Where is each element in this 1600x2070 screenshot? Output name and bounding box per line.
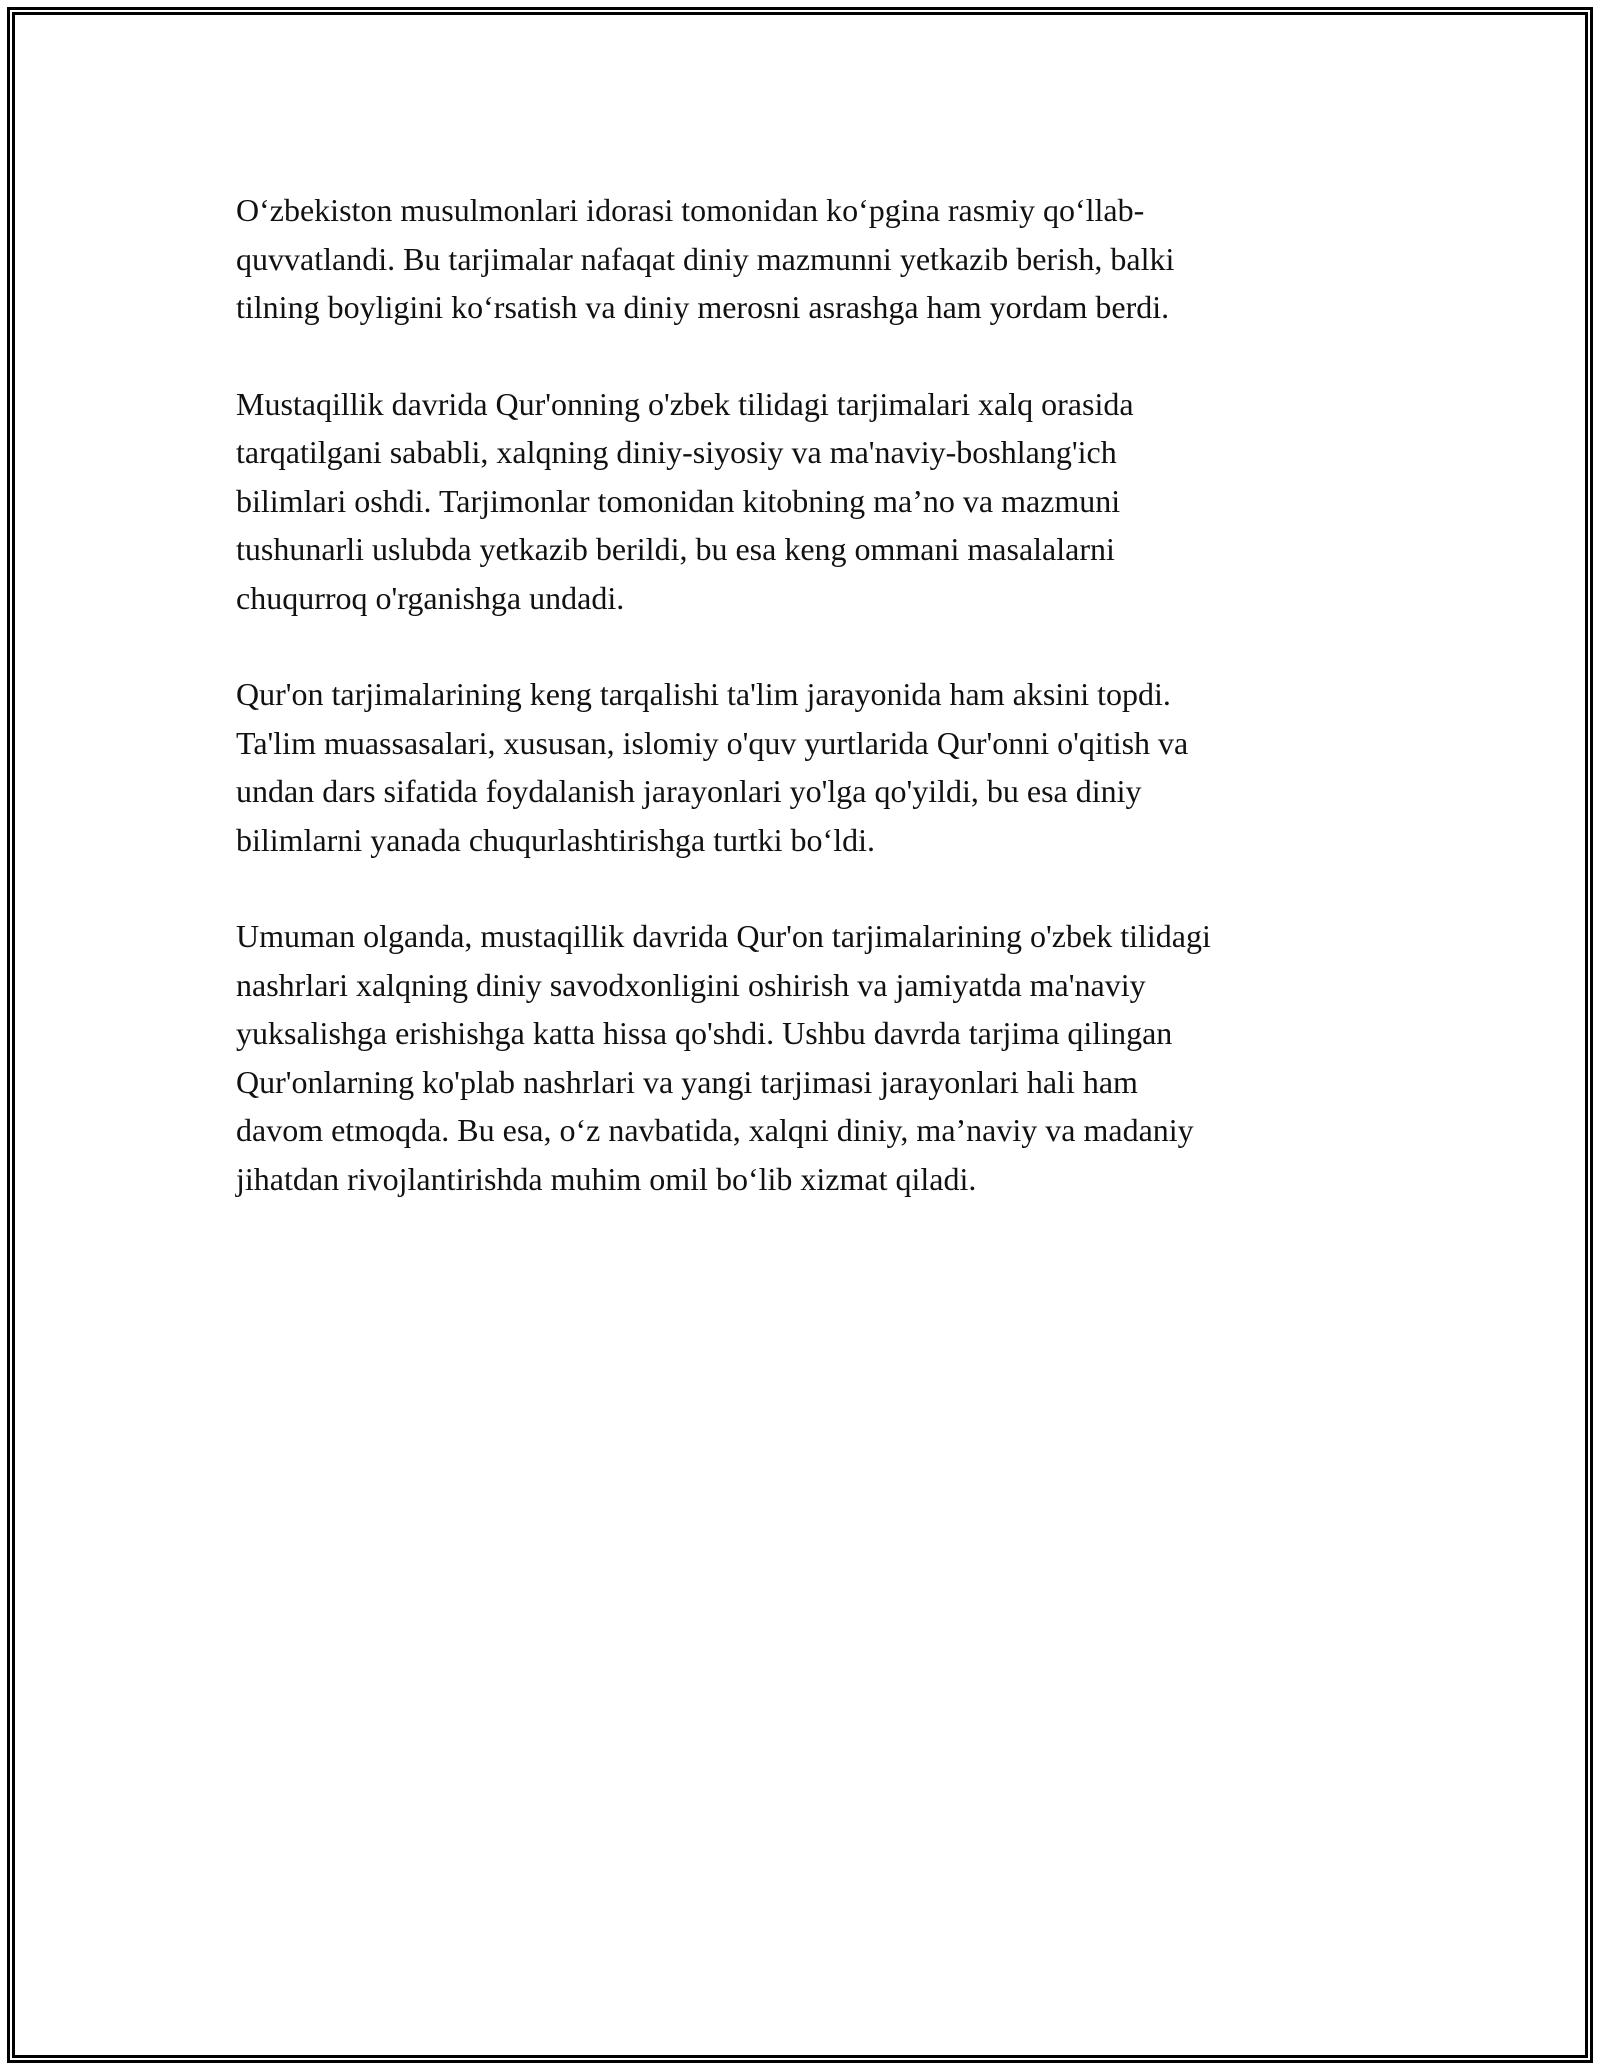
paragraph-line: O‘zbekiston musulmonlari idorasi tomonidan ko‘pgina rasmiy qo‘llab- (236, 192, 1145, 228)
paragraph-line: tushunarli uslubda yetkazib berildi, bu esa keng ommani masalalarni (236, 531, 1115, 567)
paragraph-line: tilning boyligini ko‘rsatish va diniy merosni asrashga ham yordam berdi. (236, 289, 1170, 325)
paragraph-line: tarqatilgani sababli, xalqning diniy-siyosiy va ma'naviy-boshlang'ich (236, 434, 1117, 470)
paragraph-1 (236, 186, 1386, 332)
paragraph-line: nashrlari xalqning diniy savodxonligini oshirish va jamiyatda ma'naviy (236, 966, 1146, 1003)
paragraph-4 (236, 912, 1386, 1203)
paragraph-3 (236, 670, 1386, 864)
paragraph-line: davom etmoqda. Bu esa, o‘z navbatida, xalqni diniy, ma’naviy va madaniy (236, 1112, 1194, 1148)
paragraph-line: jihatdan rivojlantirishda muhim omil bo‘lib xizmat qiladi. (236, 1160, 977, 1197)
paragraph-line: Umuman olganda, mustaqillik davrida Qur'on tarjimalarining o'zbek tilidagi (236, 918, 1211, 954)
paragraph-line: chuqurroq o'rganishga undadi. (236, 579, 625, 616)
document-body (236, 186, 1386, 1251)
paragraph-line: bilimlari oshdi. Tarjimonlar tomonidan kitobning ma’no va mazmuni (236, 482, 1121, 519)
paragraph-2 (236, 380, 1386, 623)
paragraph-line: Qur'on tarjimalarining keng tarqalishi ta'lim jarayonida ham aksini topdi. (236, 676, 1171, 712)
paragraph-line: undan dars sifatida foydalanish jarayonlari yo'lga qo'yildi, bu esa diniy (236, 773, 1142, 809)
paragraph-line: yuksalishga erishishga katta hissa qo'shdi. Ushbu davrda tarjima qilingan (236, 1015, 1173, 1051)
paragraph-line: Ta'lim muassasalari, xususan, islomiy o'quv yurtlarida Qur'onni o'qitish va (236, 724, 1189, 761)
paragraph-line: Qur'onlarning ko'plab nashrlari va yangi tarjimasi jarayonlari hali ham (236, 1063, 1138, 1100)
paragraph-line: quvvatlandi. Bu tarjimalar nafaqat diniy mazmunni yetkazib berish, balki (236, 240, 1175, 277)
paragraph-line: bilimlarni yanada chuqurlashtirishga turtki bo‘ldi. (236, 821, 875, 858)
paragraph-line: Mustaqillik davrida Qur'onning o'zbek tilidagi tarjimalari xalq orasida (236, 385, 1134, 422)
